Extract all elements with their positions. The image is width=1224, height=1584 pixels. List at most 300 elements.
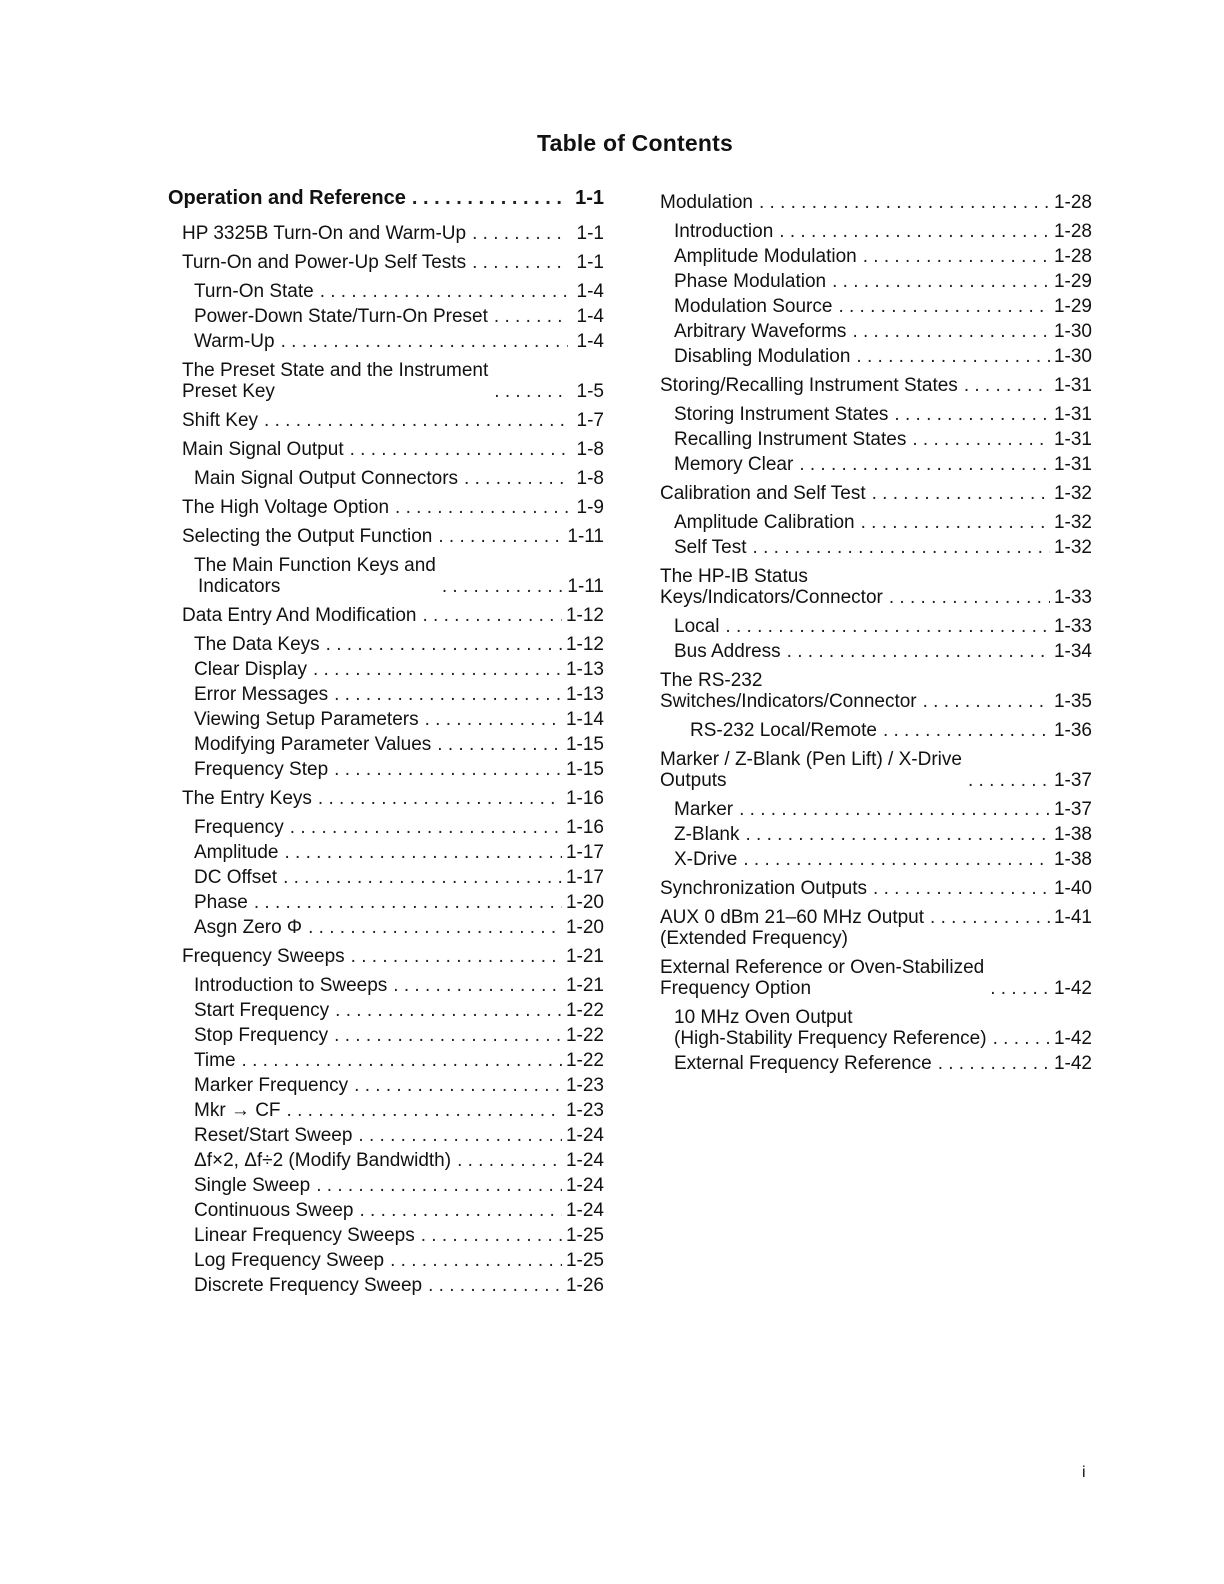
toc-entry-label [660, 192, 753, 213]
dot-leader [350, 439, 568, 460]
toc-entry [660, 670, 1092, 712]
toc-entry-label-line: Linear Frequency Sweeps [194, 1225, 415, 1246]
toc-entry [660, 1053, 1092, 1074]
toc-entry [660, 616, 1092, 637]
toc-page-ref: 1-13 [565, 684, 604, 705]
toc-entry-label [182, 252, 466, 273]
toc-entry-label-line: The RS-232 [660, 670, 763, 691]
toc-entry-label-line: (High-Stability Frequency Reference) [674, 1028, 987, 1049]
toc-entry-label [194, 1225, 415, 1246]
toc-entry-label-line: External Reference or Oven-Stabilized [660, 957, 985, 978]
toc-page-ref: 1-21 [565, 946, 604, 967]
toc-entry-label-line: The Preset State and the Instrument [182, 360, 489, 381]
toc-entry-label [182, 223, 466, 244]
toc-page-ref: 1-42 [1053, 978, 1092, 999]
toc-entry-label-line: Selecting the Output Function [182, 526, 433, 547]
toc-entry-label-line: Shift Key [182, 410, 259, 431]
toc-entry-label [660, 957, 984, 999]
toc-entry [168, 842, 604, 863]
toc-entry [168, 788, 604, 809]
toc-entry-label [674, 221, 773, 242]
dot-leader [354, 1075, 562, 1096]
toc-entry [168, 1125, 604, 1146]
toc-entry [168, 555, 604, 597]
toc-page-ref: 1-22 [565, 1050, 604, 1071]
toc-entry-label [674, 616, 719, 637]
toc-entry [168, 684, 604, 705]
toc-entry-label [674, 454, 793, 475]
dot-leader [912, 429, 1050, 450]
toc-entry [168, 1175, 604, 1196]
toc-entry-label [660, 566, 883, 608]
toc-entry-label [194, 709, 419, 730]
toc-entry-label [660, 670, 917, 712]
toc-entry [660, 907, 1092, 949]
dot-leader [990, 978, 1050, 999]
toc-entry [660, 1007, 1092, 1049]
toc-entry [168, 946, 604, 967]
toc-page-ref: 1-15 [565, 734, 604, 755]
toc-entry-label-line: Modulation Source [674, 296, 833, 317]
toc-page-ref: 1-25 [565, 1250, 604, 1271]
page-number: i [1082, 1464, 1086, 1481]
dot-leader [832, 271, 1050, 292]
page-title: Table of Contents [537, 130, 733, 156]
toc-page-ref: 1-20 [565, 892, 604, 913]
toc-entry-label [674, 824, 739, 845]
toc-entry-label-line: Marker / Z-Blank (Pen Lift) / X-Drive [660, 749, 962, 770]
toc-entry [168, 306, 604, 327]
toc-page-ref: 1-17 [565, 842, 604, 863]
toc-entry-label [674, 1007, 987, 1049]
toc-entry [168, 1225, 604, 1246]
toc-page-ref: 1-34 [1053, 641, 1092, 662]
toc-entry-label-line: Frequency [194, 817, 284, 838]
toc-entry-label [194, 842, 279, 863]
toc-entry-label [660, 907, 924, 949]
toc-entry-label-line: Marker [674, 799, 734, 820]
toc-entry [168, 1025, 604, 1046]
toc-entry-label [674, 271, 826, 292]
toc-entry-label-line: Calibration and Self Test [660, 483, 866, 504]
toc-entry-label-line: Continuous Sweep [194, 1200, 354, 1221]
toc-entry-label-line: External Frequency Reference [674, 1053, 932, 1074]
toc-entry [660, 537, 1092, 558]
toc-entry-label-line: DC Offset [194, 867, 278, 888]
dot-leader [852, 321, 1050, 342]
toc-entry [168, 892, 604, 913]
toc-entry-label [674, 296, 832, 317]
toc-entry-label-line: Amplitude Calibration [674, 512, 855, 533]
toc-page-ref: 1-28 [1053, 221, 1092, 242]
toc-entry-label [194, 817, 284, 838]
dot-leader [739, 799, 1050, 820]
toc-entry-label [182, 497, 389, 518]
toc-entry-label [182, 788, 312, 809]
dot-leader [264, 410, 568, 431]
toc-entry-label-line: Stop Frequency [194, 1025, 329, 1046]
toc-entry-label [194, 1175, 310, 1196]
dot-leader [395, 497, 568, 518]
toc-left-column [168, 188, 604, 1296]
dot-leader [863, 246, 1050, 267]
toc-entry-label-line: Data Entry And Modification [182, 605, 417, 626]
toc-entry-label-line: AUX 0 dBm 21–60 MHz Output [660, 907, 925, 928]
dot-leader [334, 684, 562, 705]
toc-entry-label-line: The Data Keys [194, 634, 320, 655]
toc-page-ref: 1-28 [1053, 246, 1092, 267]
dot-leader [442, 576, 564, 597]
toc-entry-label-line: Discrete Frequency Sweep [194, 1275, 423, 1296]
toc-entry-label-line: Clear Display [194, 659, 307, 680]
dot-leader [779, 221, 1050, 242]
dot-leader [335, 1000, 562, 1021]
toc-entry [168, 281, 604, 302]
toc-entry-label-line: Mkr → CF [194, 1100, 281, 1121]
toc-entry [660, 221, 1092, 242]
dot-leader [412, 188, 568, 209]
toc-entry-label-line: The HP-IB Status [660, 566, 808, 587]
toc-entry-label-line: Amplitude Modulation [674, 246, 857, 267]
toc-page-ref: 1-24 [565, 1200, 604, 1221]
toc-page-ref: 1-42 [1053, 1028, 1092, 1049]
dot-leader [318, 788, 562, 809]
toc-page-ref: 1-7 [576, 410, 604, 431]
toc-entry-label [194, 1275, 422, 1296]
toc-entry [168, 759, 604, 780]
toc-entry [168, 1200, 604, 1221]
toc-entry-label [194, 1025, 328, 1046]
toc-entry-label [660, 749, 962, 791]
dot-leader [425, 709, 562, 730]
toc-entry-label [182, 410, 258, 431]
dot-leader [787, 641, 1050, 662]
dot-leader [285, 842, 562, 863]
toc-entry-label [660, 878, 867, 899]
dot-leader [753, 537, 1050, 558]
dot-leader [254, 892, 562, 913]
toc-entry-label [674, 849, 737, 870]
toc-entry-label-line: Outputs [660, 770, 727, 791]
dot-leader [320, 281, 568, 302]
toc-entry-label [674, 404, 888, 425]
dot-leader [838, 296, 1050, 317]
toc-entry-label-line: Warm-Up [194, 331, 275, 352]
toc-entry-label [194, 331, 275, 352]
toc-right-column [660, 192, 1092, 1074]
toc-entry-label [182, 439, 344, 460]
toc-entry-label [674, 512, 855, 533]
dot-leader [316, 1175, 562, 1196]
toc-entry-label-line: Turn-On State [194, 281, 314, 302]
toc-entry [168, 439, 604, 460]
toc-entry [660, 271, 1092, 292]
toc-page-ref: 1-17 [565, 867, 604, 888]
toc-entry [660, 720, 1092, 741]
toc-page-ref: 1-24 [565, 1150, 604, 1171]
toc-entry-label-line: Power-Down State/Turn-On Preset [194, 306, 488, 327]
toc-entry-label-line: Introduction to Sweeps [194, 975, 388, 996]
toc-entry [168, 1050, 604, 1071]
toc-page-ref: 1-35 [1053, 691, 1092, 712]
toc-entry [168, 734, 604, 755]
dot-leader [290, 817, 562, 838]
toc-entry-label [194, 867, 277, 888]
toc-entry-label-line: Bus Address [674, 641, 781, 662]
toc-entry [660, 346, 1092, 367]
toc-entry-label [194, 1125, 352, 1146]
dot-leader [930, 907, 1050, 928]
toc-page-ref: 1-30 [1053, 321, 1092, 342]
toc-entry [168, 526, 604, 547]
toc-page-ref: 1-21 [565, 975, 604, 996]
toc-entry-label-line: Main Signal Output [182, 439, 344, 460]
toc-entry-label [182, 360, 488, 402]
toc-page-ref: 1-30 [1053, 346, 1092, 367]
toc-entry [660, 512, 1092, 533]
toc-page-ref: 1-12 [565, 634, 604, 655]
toc-page-ref: 1-13 [565, 659, 604, 680]
dot-leader [421, 1225, 562, 1246]
toc-entry-label-line: Time [194, 1050, 236, 1071]
toc-entry-label [194, 659, 307, 680]
toc-page-ref: 1-32 [1053, 512, 1092, 533]
dot-leader [358, 1125, 562, 1146]
toc-entry-label-line: Δf×2, Δf÷2 (Modify Bandwidth) [194, 1150, 452, 1171]
toc-page-ref: 1-37 [1053, 799, 1092, 820]
dot-leader [923, 691, 1050, 712]
toc-entry-label-line: Storing/Recalling Instrument States [660, 375, 958, 396]
toc-entry-label [674, 799, 733, 820]
toc-entry-label-line: RS-232 Local/Remote [690, 720, 877, 741]
toc-page-ref: 1-32 [1053, 483, 1092, 504]
toc-entry-label-line: 10 MHz Oven Output [674, 1007, 853, 1028]
toc-entry [168, 709, 604, 730]
toc-entry-label [194, 734, 431, 755]
toc-page-ref: 1-31 [1053, 429, 1092, 450]
toc-page-ref: 1-33 [1053, 587, 1092, 608]
toc-page-ref: 1-8 [576, 439, 604, 460]
dot-leader [281, 331, 568, 352]
toc-entry [168, 817, 604, 838]
toc-entry-label [674, 346, 850, 367]
toc-entry-label [690, 720, 877, 741]
toc-page-ref: 1-5 [576, 381, 604, 402]
toc-page-ref: 1-9 [576, 497, 604, 518]
toc-entry [660, 641, 1092, 662]
toc-entry [168, 252, 604, 273]
toc-entry [168, 1275, 604, 1296]
toc-entry-label [674, 537, 747, 558]
toc-page-ref: 1-31 [1053, 404, 1092, 425]
dot-leader [938, 1053, 1050, 1074]
toc-entry-label-line: The Main Function Keys and [194, 555, 436, 576]
dot-leader [326, 634, 562, 655]
toc-page-ref: 1-16 [565, 788, 604, 809]
toc-entry [660, 824, 1092, 845]
toc-entry [168, 634, 604, 655]
toc-entry-label [182, 526, 432, 547]
toc-entry-label-line: Introduction [674, 221, 774, 242]
toc-entry-label-line: The Entry Keys [182, 788, 312, 809]
toc-entry-label-line: HP 3325B Turn-On and Warm-Up [182, 223, 467, 244]
toc-entry [168, 360, 604, 402]
toc-page-ref: 1-22 [565, 1025, 604, 1046]
toc-entry-label-line: Error Messages [194, 684, 329, 705]
dot-leader [861, 512, 1050, 533]
toc-entry-label-line: Phase Modulation [674, 271, 827, 292]
toc-entry-label-line: Phase [194, 892, 248, 913]
dot-leader [993, 1028, 1050, 1049]
toc-entry-label [194, 975, 387, 996]
toc-entry-label-line: Modifying Parameter Values [194, 734, 432, 755]
toc-entry-label [194, 281, 314, 302]
toc-entry [168, 659, 604, 680]
toc-entry-label [194, 684, 328, 705]
toc-entry-label-line: Operation and Reference [168, 187, 406, 209]
toc-entry-label-line: (Extended Frequency) [660, 928, 848, 949]
toc-page-ref: 1-40 [1053, 878, 1092, 899]
toc-entry-label-line: Arbitrary Waveforms [674, 321, 847, 342]
toc-entry-label-line: Modulation [660, 192, 753, 213]
dot-leader [873, 878, 1050, 899]
toc-entry-label [194, 892, 248, 913]
toc-page-ref: 1-20 [565, 917, 604, 938]
toc-entry [168, 1150, 604, 1171]
toc-page-ref: 1-33 [1053, 616, 1092, 637]
toc-page-ref: 1-23 [565, 1100, 604, 1121]
toc-page-ref: 1-11 [567, 526, 604, 547]
toc-entry [168, 867, 604, 888]
toc-page-ref: 1-12 [565, 605, 604, 626]
dot-leader [422, 605, 562, 626]
toc-entry-label [674, 1053, 932, 1074]
dot-leader [457, 1150, 562, 1171]
toc-entry-label [194, 634, 320, 655]
dot-leader [725, 616, 1050, 637]
toc-entry [660, 957, 1092, 999]
toc-page-ref: 1-26 [565, 1275, 604, 1296]
toc-page-ref: 1-4 [576, 306, 604, 327]
toc-entry [660, 246, 1092, 267]
toc-entry-label-line: Storing Instrument States [674, 404, 889, 425]
toc-entry-label-line: Asgn Zero Φ [194, 917, 303, 938]
toc-entry-label [674, 246, 857, 267]
toc-entry-label-line: Marker Frequency [194, 1075, 349, 1096]
toc-page-ref: 1-29 [1053, 296, 1092, 317]
toc-entry [168, 331, 604, 352]
toc-entry-label-line: Disabling Modulation [674, 346, 851, 367]
dot-leader [883, 720, 1050, 741]
toc-entry [168, 1075, 604, 1096]
dot-leader [743, 849, 1050, 870]
dot-leader [351, 946, 562, 967]
dot-leader [313, 659, 562, 680]
toc-entry [168, 223, 604, 244]
dot-leader [360, 1200, 562, 1221]
toc-entry-label [194, 1150, 451, 1171]
toc-entry-label-line: Keys/Indicators/Connector [660, 587, 883, 608]
toc-entry [660, 192, 1092, 213]
toc-page-ref: 1-1 [575, 187, 604, 209]
dot-leader [799, 454, 1050, 475]
toc-page-ref: 1-23 [565, 1075, 604, 1096]
toc-entry-label-line: X-Drive [674, 849, 738, 870]
toc-entry [660, 454, 1092, 475]
dot-leader [745, 824, 1050, 845]
dot-leader [283, 867, 562, 888]
toc-entry [660, 429, 1092, 450]
toc-entry-label [194, 468, 458, 489]
toc-entry [168, 975, 604, 996]
toc-page-ref: 1-31 [1053, 454, 1092, 475]
toc-entry-label-line: Main Signal Output Connectors [194, 468, 459, 489]
toc-entry-label [194, 306, 488, 327]
dot-leader [472, 223, 568, 244]
toc-page-ref: 1-4 [576, 281, 604, 302]
dot-leader [438, 526, 563, 547]
toc-page-ref: 1-41 [1053, 907, 1092, 928]
toc-entry [168, 1100, 604, 1121]
dot-leader [872, 483, 1050, 504]
toc-page-ref: 1-14 [565, 709, 604, 730]
toc-page-ref: 1-37 [1053, 770, 1092, 791]
toc-entry [168, 497, 604, 518]
dot-leader [242, 1050, 562, 1071]
toc-entry-label-line: Switches/Indicators/Connector [660, 691, 917, 712]
dot-leader [472, 252, 568, 273]
toc-entry-label-line: Log Frequency Sweep [194, 1250, 385, 1271]
toc-entry-label-line: The High Voltage Option [182, 497, 390, 518]
toc-page-ref: 1-42 [1053, 1053, 1092, 1074]
toc-entry-label-line: Amplitude [194, 842, 279, 863]
toc-page-ref: 1-38 [1053, 849, 1092, 870]
toc-page-ref: 1-8 [576, 468, 604, 489]
toc-entry-label-line: Memory Clear [674, 454, 794, 475]
toc-page-ref: 1-1 [576, 252, 604, 273]
dot-leader [334, 759, 562, 780]
dot-leader [894, 404, 1050, 425]
toc-page-ref: 1-22 [565, 1000, 604, 1021]
toc-page-ref: 1-28 [1053, 192, 1092, 213]
toc-entry [168, 1000, 604, 1021]
toc-entry-label-line: Frequency Sweeps [182, 946, 345, 967]
toc-entry-label [182, 946, 345, 967]
toc-entry-label-line: Start Frequency [194, 1000, 330, 1021]
toc-entry-label-line: Self Test [674, 537, 747, 558]
dot-leader [494, 381, 568, 402]
toc-entry-label [194, 1250, 384, 1271]
toc-page-ref: 1-32 [1053, 537, 1092, 558]
dot-leader [889, 587, 1050, 608]
toc-entry-label [194, 1000, 329, 1021]
toc-entry-label-line: Local [674, 616, 720, 637]
toc-page-ref: 1-1 [576, 223, 604, 244]
dot-leader [856, 346, 1050, 367]
dot-leader [308, 917, 562, 938]
dot-leader [437, 734, 562, 755]
dot-leader [494, 306, 568, 327]
toc-entry-label [660, 375, 958, 396]
toc-entry-label-line: Preset Key [182, 381, 275, 402]
toc-entry-label [194, 1050, 236, 1071]
toc-page-ref: 1-31 [1053, 375, 1092, 396]
toc-entry-label [182, 605, 416, 626]
toc-entry-label [168, 188, 406, 209]
toc-page-ref: 1-11 [567, 576, 604, 597]
toc-page-ref: 1-36 [1053, 720, 1092, 741]
toc-entry-label-line: Reset/Start Sweep [194, 1125, 353, 1146]
